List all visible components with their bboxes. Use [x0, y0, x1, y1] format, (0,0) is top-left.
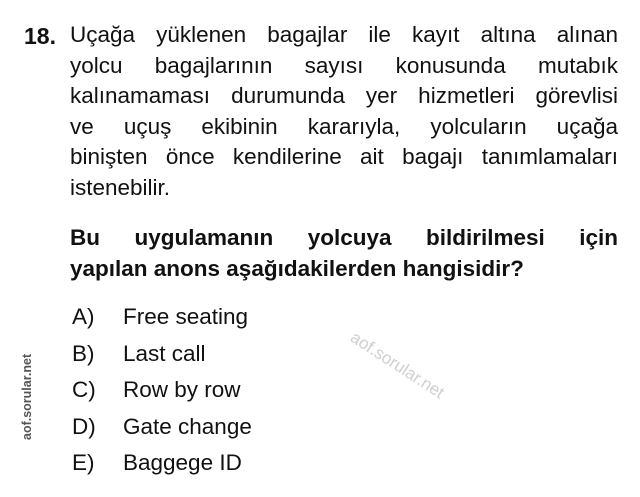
- question-stem: [70, 20, 618, 203]
- option-letter: E): [72, 450, 95, 476]
- option-letter: A): [72, 304, 95, 329]
- question-number: 18.: [24, 23, 56, 49]
- stem-line: istenebilir.: [70, 174, 171, 200]
- option-d[interactable]: [72, 409, 252, 446]
- option-text: Last call: [123, 340, 206, 366]
- option-a[interactable]: [72, 299, 252, 336]
- stem-line: ve uçuş ekibinin kararıyla, yolcuların uçağa: [70, 113, 618, 139]
- stem-line: binişten önce kendilerine ait bagajı tanımlamaları: [70, 144, 618, 169]
- prompt-line: yapılan anons aşağıdakilerden hangisidir?: [70, 256, 524, 281]
- option-text: Gate change: [123, 413, 252, 439]
- option-c[interactable]: [72, 372, 252, 409]
- option-letter: D): [72, 413, 96, 439]
- answer-options: [72, 299, 252, 482]
- option-text: Free seating: [123, 304, 249, 329]
- option-e[interactable]: [72, 445, 252, 482]
- option-text: Baggege ID: [123, 450, 242, 476]
- option-b[interactable]: [72, 336, 252, 373]
- option-letter: B): [72, 340, 95, 366]
- stem-line: yolcu bagajlarının sayısı konusunda mutabık: [70, 52, 618, 78]
- watermark-side: aof.sorular.net: [20, 353, 34, 440]
- option-text: Row by row: [123, 377, 241, 403]
- stem-line: Uçağa yüklenen bagajlar ile kayıt altına alınan: [70, 22, 618, 47]
- stem-line: kalınamaması durumunda yer hizmetleri görevlisi: [70, 83, 618, 108]
- option-letter: C): [72, 377, 96, 403]
- question-prompt: [70, 222, 618, 284]
- prompt-line: Bu uygulamanın yolcuya bildirilmesi için: [70, 225, 618, 250]
- watermark-diagonal: aof.sorular.net: [347, 327, 448, 403]
